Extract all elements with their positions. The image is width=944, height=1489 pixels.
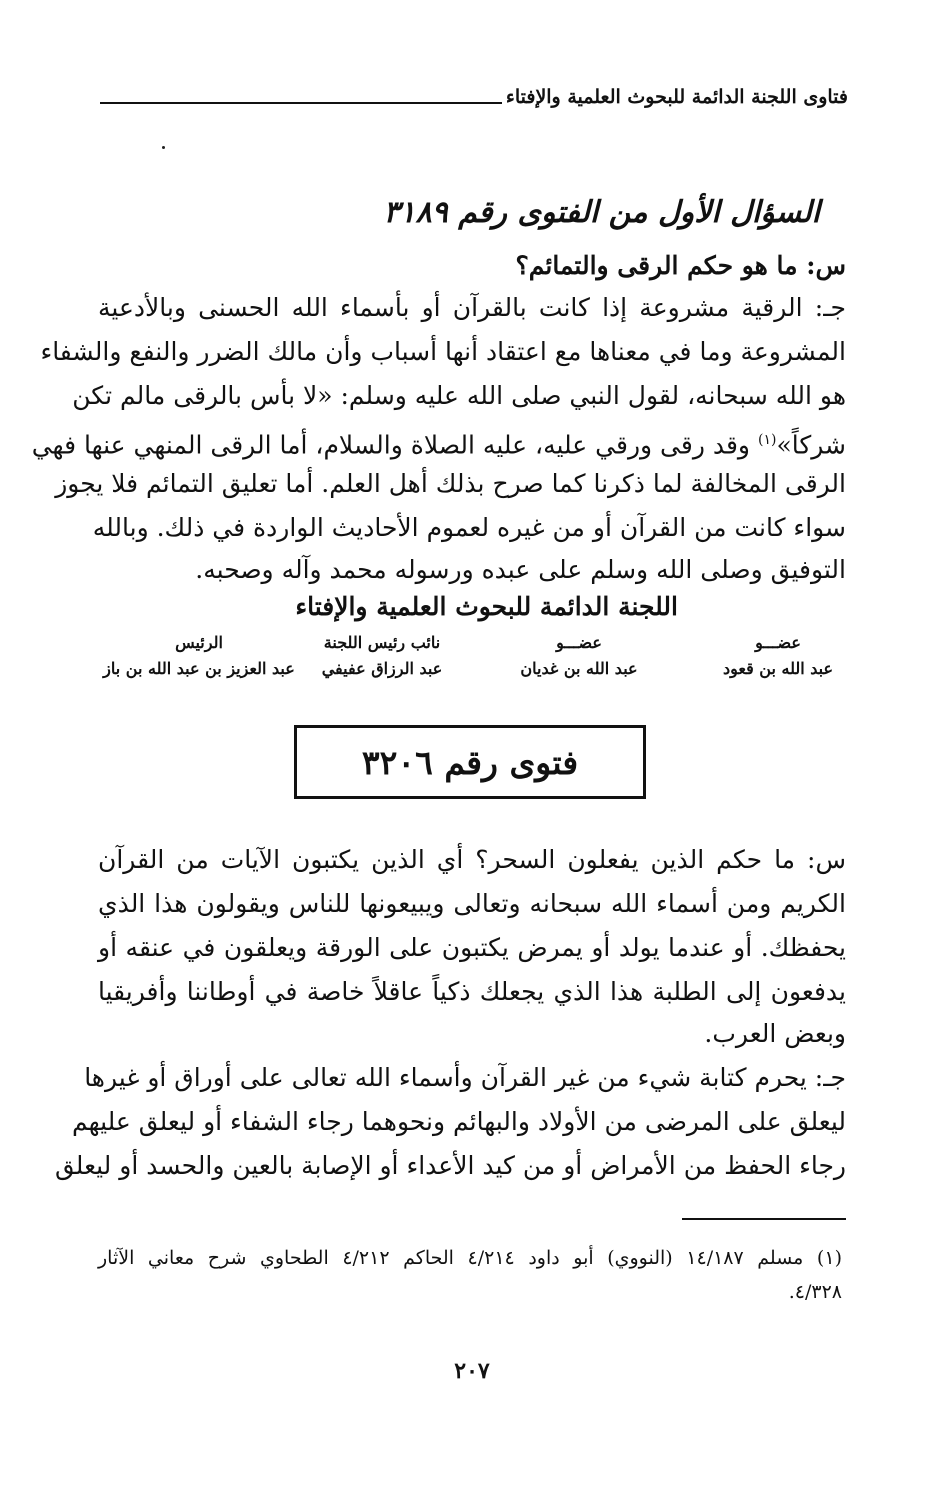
member-name: عبد الله بن غديان	[520, 659, 638, 678]
member-name: عبد العزيز بن عبد الله بن باز	[103, 659, 295, 678]
committee-member	[708, 630, 848, 682]
footnote-marker: (١)	[757, 432, 777, 448]
fatwa-title-box	[294, 725, 646, 799]
question1-question: س: ما هو حكم الرقى والتمائم؟	[515, 251, 846, 280]
committee-title: اللجنة الدائمة للبحوث العلمية والإفتاء	[295, 592, 678, 621]
question2-line: س: ما حكم الذين يفعلون السحر؟ أي الذين يكتبون الآيات من القرآن	[98, 845, 846, 874]
committee-member	[504, 630, 654, 682]
member-role: عضـــو	[755, 633, 801, 652]
running-header-title: فتاوى اللجنة الدائمة للبحوث العلمية والإفتاء	[505, 86, 848, 108]
answer2-line: ليعلق على المرضى من الأولاد والبهائم ونحوهما رجاء الشفاء أو ليعلق عليهم	[71, 1107, 846, 1136]
committee-member	[94, 630, 304, 682]
answer1-line4-start: شركاً»	[776, 430, 846, 460]
answer1-line: الرقى المخالفة لما ذكرنا كما صرح بذلك أهل العلم. أما تعليق التمائم فلا يجوز	[55, 469, 846, 498]
answer1-line: هو الله سبحانه، لقول النبي صلى الله عليه وسلم: «لا بأس بالرقى مالم تكن	[72, 381, 846, 410]
question2-line: الكريم ومن أسماء الله سبحانه وتعالى ويبيعونها للناس ويقولون هذا الذي	[98, 889, 846, 918]
answer2-line: جـ: يحرم كتابة شيء من غير القرآن وأسماء الله تعالى على أوراق أو غيرها	[84, 1063, 846, 1092]
member-name: عبد الرزاق عفيفي	[321, 659, 443, 678]
answer1-line: التوفيق وصلى الله وسلم على عبده ورسوله محمد وآله وصحبه.	[195, 555, 846, 584]
member-role: نائب رئيس اللجنة	[323, 633, 441, 652]
answer1-line: سواء كانت من القرآن أو من غيره لعموم الأحاديث الواردة في ذلك. وبالله	[92, 513, 846, 542]
footnote-line: ٤/٣٢٨.	[788, 1281, 842, 1303]
question2-line: يدفعون إلى الطلبة هذا الذي يجعلك ذكياً عاقلاً خاصة في أوطاننا وأفريقيا	[98, 977, 846, 1006]
answer2-line: رجاء الحفظ من الأمراض أو من كيد الأعداء أو الإصابة بالعين والحسد أو ليعلق	[54, 1151, 846, 1180]
running-header	[100, 86, 848, 108]
footnote-rule	[682, 1218, 846, 1220]
answer1-line: جـ: الرقية مشروعة إذا كانت بالقرآن أو بأسماء الله الحسنى وبالأدعية	[98, 293, 846, 322]
stray-dot	[162, 146, 165, 149]
member-role: الرئيس	[175, 633, 223, 652]
answer1-line4-rest: وقد رقى ورقي عليه، عليه الصلاة والسلام، أما الرقى المنهي عنها فهي	[31, 430, 751, 460]
header-rule	[100, 102, 502, 104]
question1-heading: السؤال الأول من الفتوى رقم ٣١٨٩	[383, 195, 820, 230]
member-role: عضـــو	[556, 633, 602, 652]
question2-line: وبعض العرب.	[704, 1019, 846, 1048]
answer1-line: المشروعة وما في معناها مع اعتقاد أنها أسباب وأن مالك الضرر والنفع والشفاء	[40, 337, 846, 366]
footnote-line: (١) مسلم ١٤/١٨٧ (النووي) أبو داود ٤/٢١٤ الحاكم ٤/٢١٢ الطحاوي شرح معاني الآثار	[98, 1247, 842, 1269]
member-name: عبد الله بن قعود	[722, 659, 834, 678]
committee-member	[302, 630, 462, 682]
question2-line: يحفظك. أو عندما يولد أو يمرض يكتبون على الورقة ويعلقون في عنقه أو	[98, 933, 846, 962]
page-number: ٢٠٧	[454, 1358, 490, 1384]
fatwa-title: فتوى رقم ٣٢٠٦	[361, 742, 579, 782]
answer1-line	[31, 422, 846, 463]
